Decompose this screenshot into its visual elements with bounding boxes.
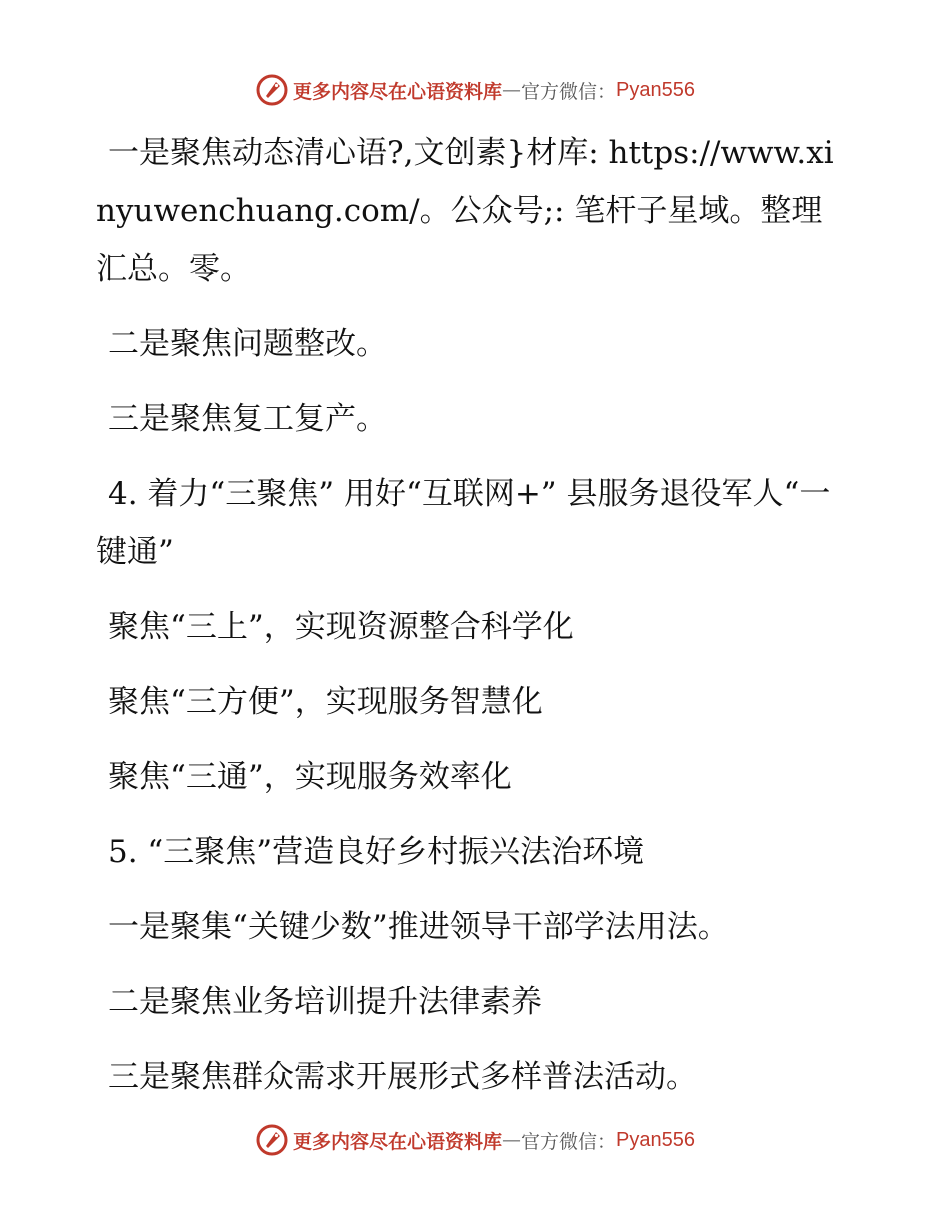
paragraph-10: 二是聚焦业务培训提升法律素养	[108, 984, 542, 1020]
footer-dash: —	[502, 1129, 522, 1151]
section-heading-4: 4. 着力“三聚焦” 用好“互联网+” 县服务退役军人“一键通”	[96, 476, 831, 570]
paragraph-9: 一是聚集“关键少数”推进领导干部学法用法。	[108, 909, 729, 945]
banner-dash: —	[502, 79, 522, 101]
paragraph-11: 三是聚焦群众需求开展形式多样普法活动。	[108, 1059, 697, 1095]
paragraph-3: 三是聚焦复工复产。	[108, 401, 387, 437]
document-body	[96, 124, 836, 1123]
paragraph-6: 聚焦“三方便”，实现服务智慧化	[108, 684, 543, 720]
banner-account: Pyan556	[616, 78, 695, 101]
paragraph-7: 聚焦“三通”，实现服务效率化	[108, 759, 512, 795]
paragraph-2: 二是聚焦问题整改。	[108, 326, 387, 362]
footer-account: Pyan556	[616, 1128, 695, 1151]
paragraph-5: 聚焦“三上”，实现资源整合科学化	[108, 609, 574, 645]
pen-nib-logo-icon	[255, 73, 289, 107]
banner-official-label: 官方微信：	[521, 80, 617, 103]
section-heading-5: 5. “三聚焦”营造良好乡村振兴法治环境	[108, 834, 645, 870]
footer-official-label: 官方微信：	[521, 1130, 617, 1153]
pen-nib-logo-icon	[255, 1123, 289, 1157]
paragraph-1: 一是聚焦动态清心语?,文创素}材库: https://www.xinyuwenchuang.com/。公众号;: 笔杆子星域。整理汇总。零。	[96, 135, 834, 287]
header-banner	[0, 68, 950, 112]
footer-promo-text: 更多内容尽在心语资料库	[293, 1130, 503, 1153]
banner-promo-text: 更多内容尽在心语资料库	[293, 80, 503, 103]
footer-banner	[0, 1118, 950, 1162]
